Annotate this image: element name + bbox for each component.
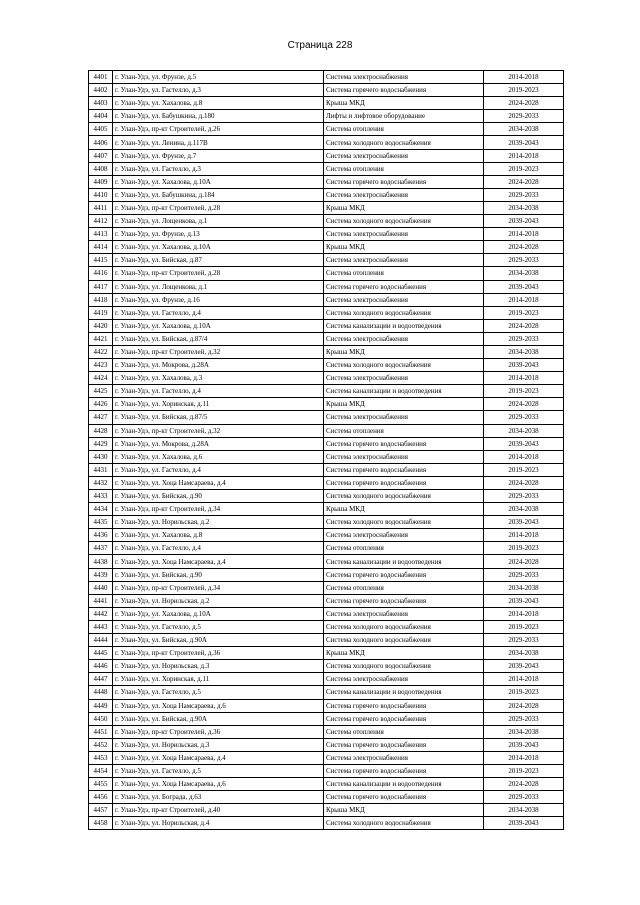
address-cell: г. Улан-Удэ, ул. Норильская, д.2 (113, 516, 324, 529)
system-cell: Система электроснабжения (324, 188, 484, 201)
system-cell: Система электроснабжения (324, 228, 484, 241)
address-cell: г. Улан-Удэ, ул. Хахалова, д.8 (113, 529, 324, 542)
table-row (89, 699, 564, 712)
address-cell: г. Улан-Удэ, ул. Мокрова, д.28А (113, 359, 324, 372)
row-number-cell: 4409 (89, 175, 113, 188)
period-cell: 2034-2038 (484, 345, 564, 358)
row-number-cell: 4430 (89, 450, 113, 463)
period-cell: 2029-2033 (484, 712, 564, 725)
system-cell: Система отопления (324, 581, 484, 594)
table-row (89, 712, 564, 725)
period-cell: 2034-2038 (484, 581, 564, 594)
period-cell: 2024-2028 (484, 241, 564, 254)
period-cell: 2029-2033 (484, 490, 564, 503)
address-cell: г. Улан-Удэ, ул. Гастелло, д.4 (113, 463, 324, 476)
table-row (89, 778, 564, 791)
table-row (89, 463, 564, 476)
address-cell: г. Улан-Удэ, пр-кт Строителей, д.32 (113, 424, 324, 437)
system-cell: Крыша МКД (324, 241, 484, 254)
system-cell: Система канализации и водоотведения (324, 778, 484, 791)
address-cell: г. Улан-Удэ, ул. Норильская, д.3 (113, 660, 324, 673)
system-cell: Крыша МКД (324, 647, 484, 660)
row-number-cell: 4406 (89, 136, 113, 149)
table-row (89, 175, 564, 188)
row-number-cell: 4437 (89, 542, 113, 555)
system-cell: Система отопления (324, 123, 484, 136)
row-number-cell: 4447 (89, 673, 113, 686)
table-row (89, 424, 564, 437)
address-cell: г. Улан-Удэ, ул. Лощенкова, д.1 (113, 215, 324, 228)
address-cell: г. Улан-Удэ, пр-кт Строителей, д.34 (113, 581, 324, 594)
address-cell: г. Улан-Удэ, ул. Гастелло, д.4 (113, 542, 324, 555)
address-cell: г. Улан-Удэ, ул. Хоца Намсараева, д.6 (113, 699, 324, 712)
row-number-cell: 4427 (89, 411, 113, 424)
table-row (89, 607, 564, 620)
system-cell: Система электроснабжения (324, 293, 484, 306)
period-cell: 2019-2023 (484, 385, 564, 398)
table-row (89, 254, 564, 267)
address-cell: г. Улан-Удэ, ул. Хахалова, д.3 (113, 372, 324, 385)
table-row (89, 725, 564, 738)
table-row (89, 215, 564, 228)
period-cell: 2024-2028 (484, 97, 564, 110)
period-cell: 2039-2043 (484, 280, 564, 293)
table-row (89, 804, 564, 817)
row-number-cell: 4402 (89, 84, 113, 97)
system-cell: Система холодного водоснабжения (324, 306, 484, 319)
period-cell: 2019-2023 (484, 764, 564, 777)
period-cell: 2039-2043 (484, 817, 564, 830)
period-cell: 2014-2018 (484, 149, 564, 162)
table-row (89, 503, 564, 516)
period-cell: 2014-2018 (484, 529, 564, 542)
address-cell: г. Улан-Удэ, ул. Бийская, д.87/4 (113, 332, 324, 345)
period-cell: 2034-2038 (484, 424, 564, 437)
system-cell: Система горячего водоснабжения (324, 463, 484, 476)
period-cell: 2014-2018 (484, 372, 564, 385)
system-cell: Система отопления (324, 162, 484, 175)
system-cell: Система отопления (324, 725, 484, 738)
table-row (89, 398, 564, 411)
system-cell: Система электроснабжения (324, 411, 484, 424)
address-cell: г. Улан-Удэ, пр-кт Строителей, д.32 (113, 345, 324, 358)
period-cell: 2014-2018 (484, 450, 564, 463)
system-cell: Крыша МКД (324, 398, 484, 411)
address-cell: г. Улан-Удэ, ул. Фрунзе, д.5 (113, 71, 324, 84)
row-number-cell: 4425 (89, 385, 113, 398)
system-cell: Крыша МКД (324, 804, 484, 817)
address-cell: г. Улан-Удэ, пр-кт Строителей, д.34 (113, 503, 324, 516)
row-number-cell: 4428 (89, 424, 113, 437)
table-row (89, 110, 564, 123)
table-row (89, 280, 564, 293)
table-row (89, 817, 564, 830)
system-cell: Лифты и лифтовое оборудование (324, 110, 484, 123)
system-cell: Крыша МКД (324, 201, 484, 214)
page-number-header: Страница 228 (287, 40, 353, 51)
system-cell: Крыша МКД (324, 503, 484, 516)
address-cell: г. Улан-Удэ, пр-кт Строителей, д.36 (113, 647, 324, 660)
period-cell: 2029-2033 (484, 332, 564, 345)
row-number-cell: 4419 (89, 306, 113, 319)
table-row (89, 97, 564, 110)
table-row (89, 620, 564, 633)
system-cell: Система электроснабжения (324, 254, 484, 267)
row-number-cell: 4442 (89, 607, 113, 620)
table-row (89, 228, 564, 241)
address-cell: г. Улан-Удэ, ул. Ленина, д.117В (113, 136, 324, 149)
period-cell: 2034-2038 (484, 123, 564, 136)
address-cell: г. Улан-Удэ, ул. Фрунзе, д.7 (113, 149, 324, 162)
period-cell: 2019-2023 (484, 162, 564, 175)
period-cell: 2024-2028 (484, 175, 564, 188)
system-cell: Система холодного водоснабжения (324, 817, 484, 830)
row-number-cell: 4436 (89, 529, 113, 542)
row-number-cell: 4410 (89, 188, 113, 201)
row-number-cell: 4445 (89, 647, 113, 660)
system-cell: Система холодного водоснабжения (324, 634, 484, 647)
address-cell: г. Улан-Удэ, ул. Бийская, д.90А (113, 712, 324, 725)
table-row (89, 385, 564, 398)
system-cell: Система канализации и водоотведения (324, 319, 484, 332)
system-cell: Система холодного водоснабжения (324, 490, 484, 503)
table-row (89, 136, 564, 149)
period-cell: 2029-2033 (484, 254, 564, 267)
table-row (89, 319, 564, 332)
period-cell: 2039-2043 (484, 516, 564, 529)
row-number-cell: 4421 (89, 332, 113, 345)
row-number-cell: 4438 (89, 555, 113, 568)
period-cell: 2014-2018 (484, 607, 564, 620)
system-cell: Система холодного водоснабжения (324, 660, 484, 673)
address-cell: г. Улан-Удэ, ул. Хоринская, д.11 (113, 673, 324, 686)
system-cell: Система горячего водоснабжения (324, 712, 484, 725)
row-number-cell: 4418 (89, 293, 113, 306)
address-cell: г. Улан-Удэ, ул. Бийская, д.87/5 (113, 411, 324, 424)
table-row (89, 149, 564, 162)
address-cell: г. Улан-Удэ, ул. Бийская, д.87 (113, 254, 324, 267)
address-cell: г. Улан-Удэ, ул. Фрунзе, д.16 (113, 293, 324, 306)
address-cell: г. Улан-Удэ, ул. Бабушкина, д.184 (113, 188, 324, 201)
address-cell: г. Улан-Удэ, ул. Бийская, д.90А (113, 634, 324, 647)
address-cell: г. Улан-Удэ, ул. Хахалова, д.6 (113, 450, 324, 463)
table-body (89, 71, 564, 830)
address-cell: г. Улан-Удэ, пр-кт Строителей, д.40 (113, 804, 324, 817)
row-number-cell: 4455 (89, 778, 113, 791)
period-cell: 2029-2033 (484, 188, 564, 201)
table-row (89, 764, 564, 777)
row-number-cell: 4440 (89, 581, 113, 594)
row-number-cell: 4413 (89, 228, 113, 241)
table-row (89, 123, 564, 136)
system-cell: Система горячего водоснабжения (324, 175, 484, 188)
address-cell: г. Улан-Удэ, ул. Бийская, д.90 (113, 490, 324, 503)
row-number-cell: 4408 (89, 162, 113, 175)
row-number-cell: 4414 (89, 241, 113, 254)
system-cell: Система электроснабжения (324, 149, 484, 162)
table-row (89, 332, 564, 345)
system-cell: Крыша МКД (324, 97, 484, 110)
row-number-cell: 4417 (89, 280, 113, 293)
system-cell: Система горячего водоснабжения (324, 437, 484, 450)
period-cell: 2039-2043 (484, 594, 564, 607)
system-cell: Система канализации и водоотведения (324, 555, 484, 568)
row-number-cell: 4456 (89, 791, 113, 804)
period-cell: 2014-2018 (484, 293, 564, 306)
table-row (89, 686, 564, 699)
period-cell: 2024-2028 (484, 699, 564, 712)
table-row (89, 791, 564, 804)
address-cell: г. Улан-Удэ, ул. Гастелло, д.4 (113, 385, 324, 398)
period-cell: 2029-2033 (484, 568, 564, 581)
row-number-cell: 4426 (89, 398, 113, 411)
system-cell: Система отопления (324, 542, 484, 555)
row-number-cell: 4412 (89, 215, 113, 228)
table-row (89, 516, 564, 529)
row-number-cell: 4458 (89, 817, 113, 830)
address-cell: г. Улан-Удэ, ул. Бийская, д.90 (113, 568, 324, 581)
system-cell: Система холодного водоснабжения (324, 516, 484, 529)
system-cell: Система канализации и водоотведения (324, 385, 484, 398)
repair-schedule-table (88, 70, 564, 830)
address-cell: г. Улан-Удэ, ул. Бабушкина, д.180 (113, 110, 324, 123)
system-cell: Система электроснабжения (324, 751, 484, 764)
period-cell: 2034-2038 (484, 201, 564, 214)
address-cell: г. Улан-Удэ, ул. Хоца Намсараева, д.6 (113, 778, 324, 791)
row-number-cell: 4452 (89, 738, 113, 751)
table-row (89, 476, 564, 489)
period-cell: 2014-2018 (484, 673, 564, 686)
table-row (89, 529, 564, 542)
address-cell: г. Улан-Удэ, ул. Фрунзе, д.13 (113, 228, 324, 241)
period-cell: 2014-2018 (484, 751, 564, 764)
period-cell: 2039-2043 (484, 660, 564, 673)
table-row (89, 673, 564, 686)
table-row (89, 568, 564, 581)
table-row (89, 542, 564, 555)
system-cell: Система горячего водоснабжения (324, 594, 484, 607)
address-cell: г. Улан-Удэ, пр-кт Строителей, д.28 (113, 201, 324, 214)
row-number-cell: 4443 (89, 620, 113, 633)
table-row (89, 372, 564, 385)
period-cell: 2034-2038 (484, 267, 564, 280)
address-cell: г. Улан-Удэ, ул. Норильская, д.3 (113, 738, 324, 751)
system-cell: Система канализации и водоотведения (324, 686, 484, 699)
address-cell: г. Улан-Удэ, ул. Хахалова, д.10А (113, 175, 324, 188)
period-cell: 2014-2018 (484, 228, 564, 241)
row-number-cell: 4424 (89, 372, 113, 385)
period-cell: 2039-2043 (484, 738, 564, 751)
table-row (89, 306, 564, 319)
address-cell: г. Улан-Удэ, ул. Гастелло, д.3 (113, 162, 324, 175)
table-row (89, 201, 564, 214)
address-cell: г. Улан-Удэ, ул. Хоца Намсараева, д.4 (113, 555, 324, 568)
row-number-cell: 4433 (89, 490, 113, 503)
table-row (89, 188, 564, 201)
address-cell: г. Улан-Удэ, ул. Хоца Намсараева, д.4 (113, 476, 324, 489)
address-cell: г. Улан-Удэ, ул. Хахалова, д.10А (113, 241, 324, 254)
period-cell: 2014-2018 (484, 71, 564, 84)
row-number-cell: 4407 (89, 149, 113, 162)
system-cell: Система холодного водоснабжения (324, 136, 484, 149)
period-cell: 2019-2023 (484, 463, 564, 476)
table-row (89, 293, 564, 306)
address-cell: г. Улан-Удэ, пр-кт Строителей, д.36 (113, 725, 324, 738)
period-cell: 2024-2028 (484, 319, 564, 332)
table-row (89, 660, 564, 673)
period-cell: 2039-2043 (484, 215, 564, 228)
row-number-cell: 4429 (89, 437, 113, 450)
system-cell: Система отопления (324, 424, 484, 437)
system-cell: Система электроснабжения (324, 673, 484, 686)
address-cell: г. Улан-Удэ, ул. Гастелло, д.5 (113, 686, 324, 699)
table-row (89, 359, 564, 372)
system-cell: Система горячего водоснабжения (324, 84, 484, 97)
table-row (89, 437, 564, 450)
table-row (89, 267, 564, 280)
address-cell: г. Улан-Удэ, ул. Хахалова, д.10А (113, 319, 324, 332)
row-number-cell: 4450 (89, 712, 113, 725)
system-cell: Система отопления (324, 267, 484, 280)
table-row (89, 71, 564, 84)
period-cell: 2029-2033 (484, 791, 564, 804)
row-number-cell: 4423 (89, 359, 113, 372)
table-row (89, 450, 564, 463)
table-row (89, 647, 564, 660)
address-cell: г. Улан-Удэ, ул. Гастелло, д.5 (113, 764, 324, 777)
system-cell: Система электроснабжения (324, 332, 484, 345)
system-cell: Система горячего водоснабжения (324, 791, 484, 804)
address-cell: г. Улан-Удэ, ул. Гастелло, д.4 (113, 306, 324, 319)
system-cell: Крыша МКД (324, 345, 484, 358)
row-number-cell: 4422 (89, 345, 113, 358)
table-row (89, 751, 564, 764)
address-cell: г. Улан-Удэ, ул. Хахалова, д.10А (113, 607, 324, 620)
address-cell: г. Улан-Удэ, ул. Гастелло, д.5 (113, 620, 324, 633)
system-cell: Система горячего водоснабжения (324, 699, 484, 712)
table-row (89, 411, 564, 424)
address-cell: г. Улан-Удэ, ул. Лощенкова, д.1 (113, 280, 324, 293)
system-cell: Система горячего водоснабжения (324, 764, 484, 777)
row-number-cell: 4431 (89, 463, 113, 476)
system-cell: Система горячего водоснабжения (324, 280, 484, 293)
system-cell: Система холодного водоснабжения (324, 620, 484, 633)
table-row (89, 634, 564, 647)
system-cell: Система электроснабжения (324, 529, 484, 542)
row-number-cell: 4416 (89, 267, 113, 280)
address-cell: г. Улан-Удэ, ул. Норильская, д.2 (113, 594, 324, 607)
system-cell: Система горячего водоснабжения (324, 738, 484, 751)
address-cell: г. Улан-Удэ, ул. Мокрова, д.28А (113, 437, 324, 450)
address-cell: г. Улан-Удэ, ул. Хахалова, д.8 (113, 97, 324, 110)
period-cell: 2024-2028 (484, 555, 564, 568)
row-number-cell: 4420 (89, 319, 113, 332)
table-row (89, 555, 564, 568)
period-cell: 2034-2038 (484, 804, 564, 817)
address-cell: г. Улан-Удэ, ул. Бограда, д.63 (113, 791, 324, 804)
address-cell: г. Улан-Удэ, ул. Хоца Намсараева, д.4 (113, 751, 324, 764)
period-cell: 2039-2043 (484, 437, 564, 450)
period-cell: 2034-2038 (484, 503, 564, 516)
period-cell: 2019-2023 (484, 306, 564, 319)
row-number-cell: 4432 (89, 476, 113, 489)
system-cell: Система холодного водоснабжения (324, 215, 484, 228)
table-row (89, 84, 564, 97)
period-cell: 2039-2043 (484, 136, 564, 149)
row-number-cell: 4444 (89, 634, 113, 647)
row-number-cell: 4411 (89, 201, 113, 214)
table-row (89, 345, 564, 358)
row-number-cell: 4451 (89, 725, 113, 738)
address-cell: г. Улан-Удэ, ул. Гастелло, д.3 (113, 84, 324, 97)
row-number-cell: 4435 (89, 516, 113, 529)
table-row (89, 581, 564, 594)
system-cell: Система электроснабжения (324, 450, 484, 463)
row-number-cell: 4453 (89, 751, 113, 764)
row-number-cell: 4454 (89, 764, 113, 777)
row-number-cell: 4457 (89, 804, 113, 817)
system-cell: Система электроснабжения (324, 71, 484, 84)
table-row (89, 241, 564, 254)
period-cell: 2019-2023 (484, 620, 564, 633)
table-row (89, 162, 564, 175)
table-row (89, 594, 564, 607)
row-number-cell: 4434 (89, 503, 113, 516)
period-cell: 2019-2023 (484, 84, 564, 97)
system-cell: Система горячего водоснабжения (324, 568, 484, 581)
table-row (89, 738, 564, 751)
row-number-cell: 4415 (89, 254, 113, 267)
period-cell: 2034-2038 (484, 725, 564, 738)
period-cell: 2029-2033 (484, 411, 564, 424)
period-cell: 2024-2028 (484, 398, 564, 411)
row-number-cell: 4448 (89, 686, 113, 699)
system-cell: Система горячего водоснабжения (324, 476, 484, 489)
period-cell: 2029-2033 (484, 634, 564, 647)
period-cell: 2029-2033 (484, 110, 564, 123)
row-number-cell: 4446 (89, 660, 113, 673)
period-cell: 2024-2028 (484, 778, 564, 791)
address-cell: г. Улан-Удэ, ул. Хоринская, д.11 (113, 398, 324, 411)
row-number-cell: 4404 (89, 110, 113, 123)
address-cell: г. Улан-Удэ, пр-кт Строителей, д.26 (113, 123, 324, 136)
row-number-cell: 4405 (89, 123, 113, 136)
address-cell: г. Улан-Удэ, пр-кт Строителей, д.28 (113, 267, 324, 280)
address-cell: г. Улан-Удэ, ул. Норильская, д.4 (113, 817, 324, 830)
period-cell: 2019-2023 (484, 542, 564, 555)
period-cell: 2019-2023 (484, 686, 564, 699)
row-number-cell: 4441 (89, 594, 113, 607)
row-number-cell: 4403 (89, 97, 113, 110)
period-cell: 2034-2038 (484, 647, 564, 660)
system-cell: Система электроснабжения (324, 607, 484, 620)
system-cell: Система электроснабжения (324, 372, 484, 385)
row-number-cell: 4439 (89, 568, 113, 581)
period-cell: 2039-2043 (484, 359, 564, 372)
period-cell: 2024-2028 (484, 476, 564, 489)
table-row (89, 490, 564, 503)
row-number-cell: 4401 (89, 71, 113, 84)
system-cell: Система холодного водоснабжения (324, 359, 484, 372)
row-number-cell: 4449 (89, 699, 113, 712)
